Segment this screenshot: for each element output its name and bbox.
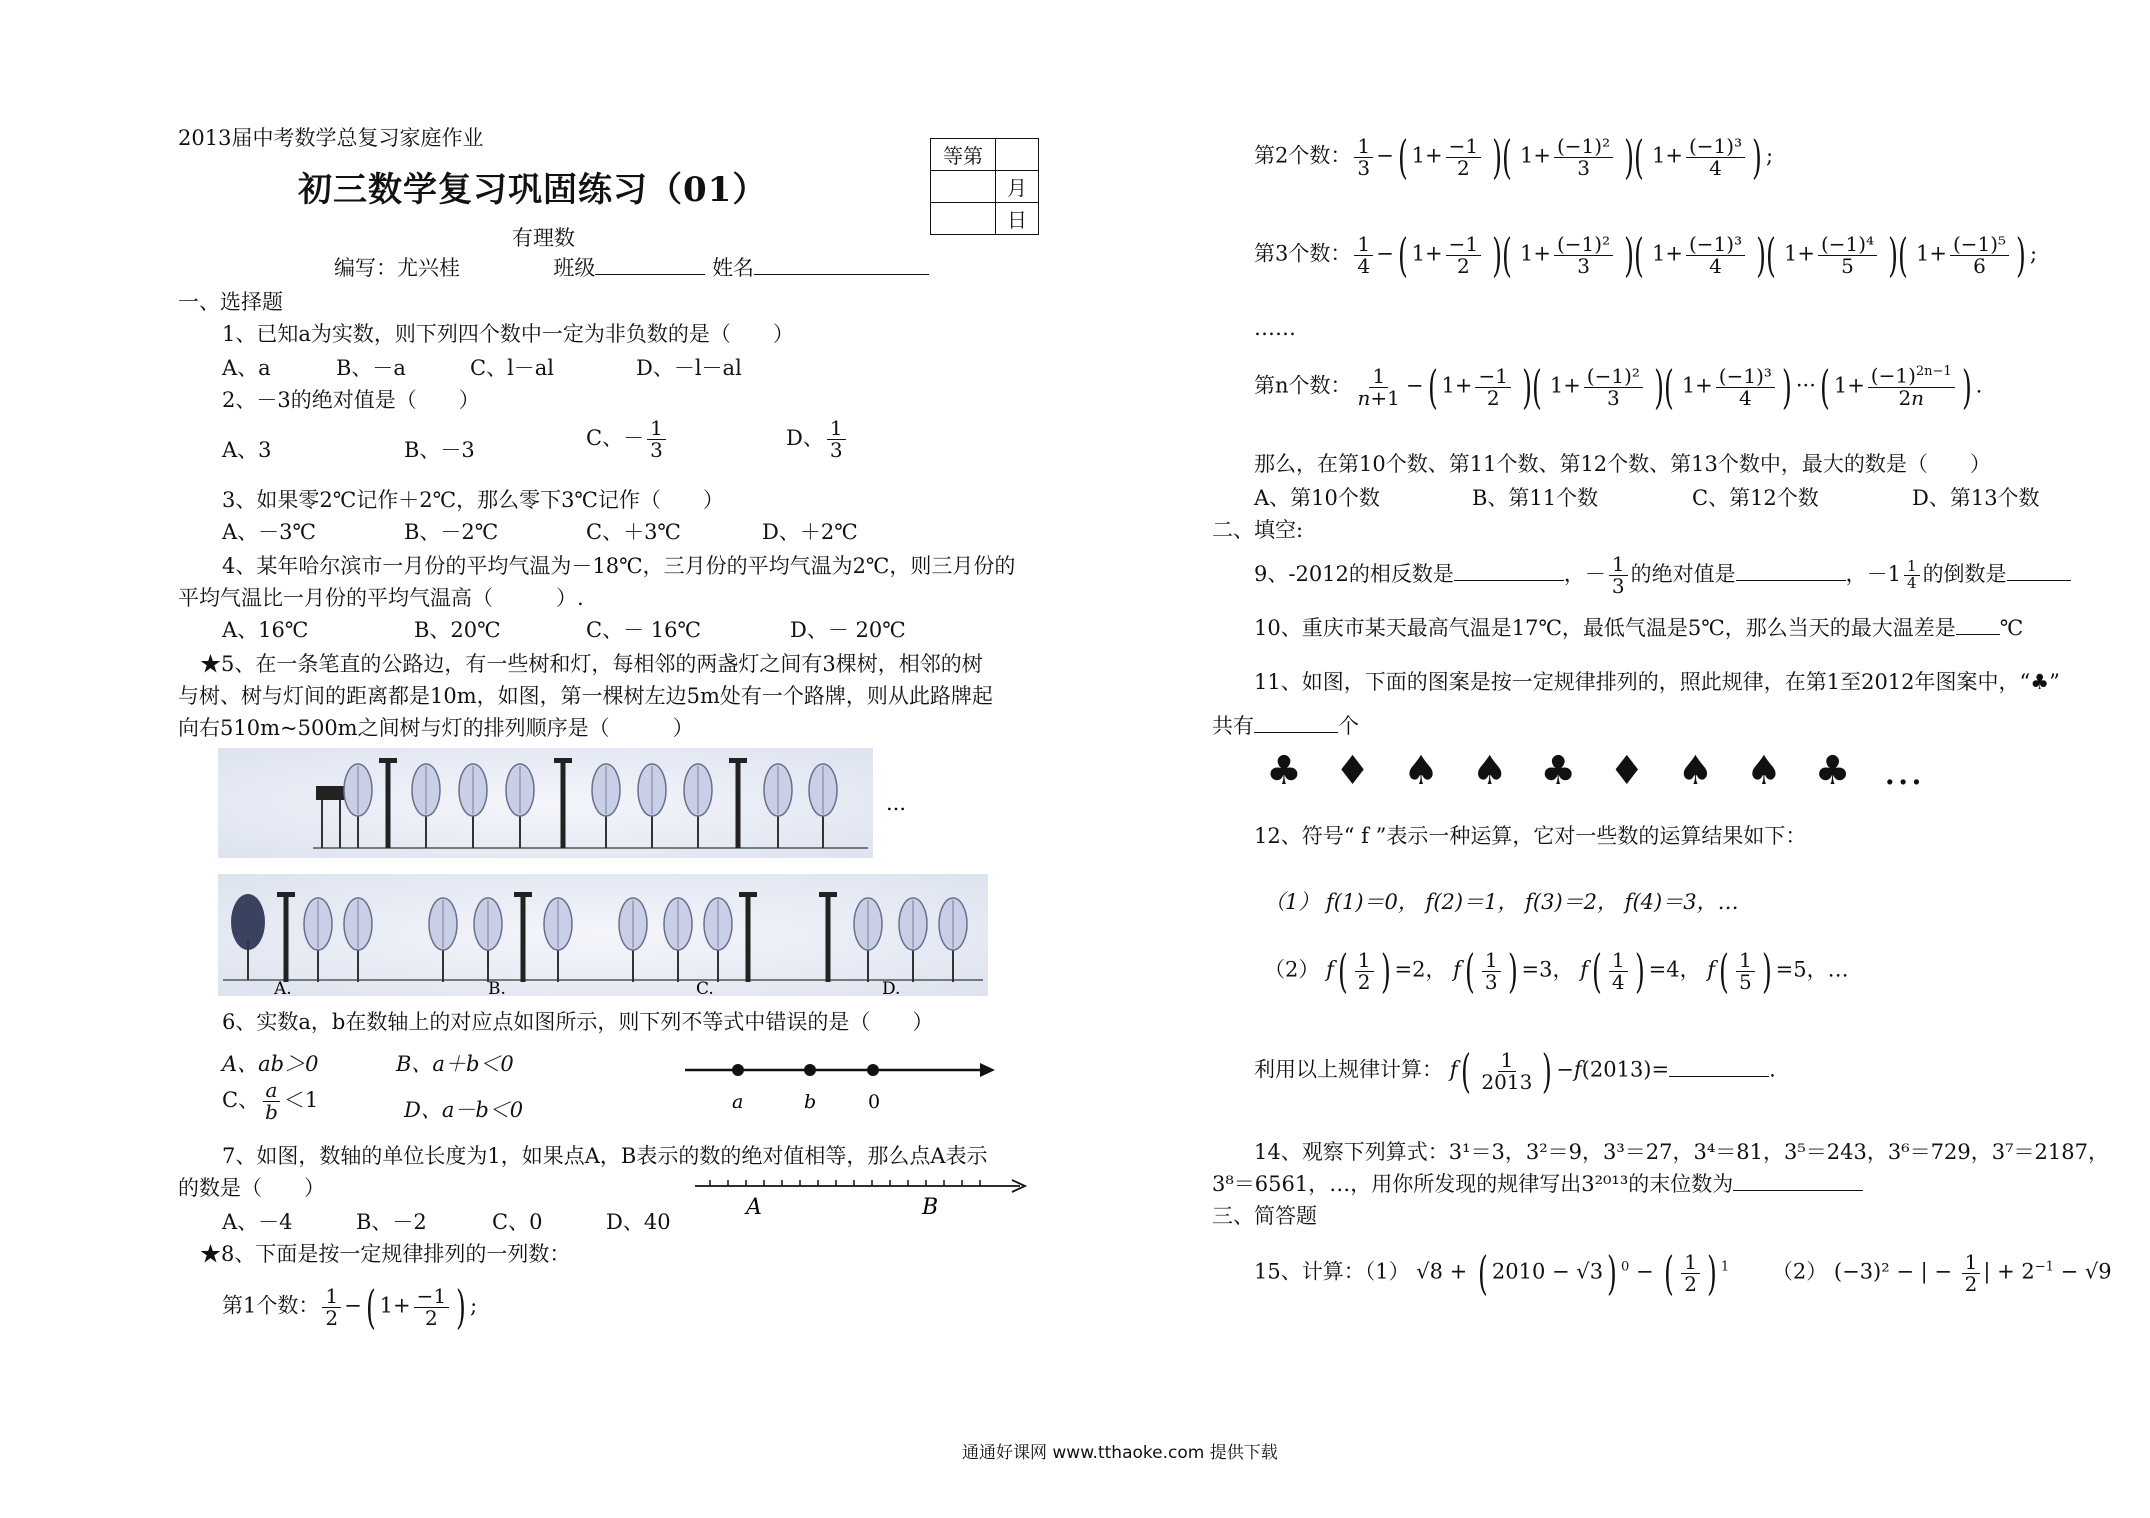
section-fill: 二、填空: (1212, 518, 1304, 542)
day-field[interactable] (931, 203, 996, 235)
q8-option-d: D、第13个数 (1912, 486, 2040, 510)
footer-source: 通通好课网 www.tthaoke.com 提供下载 (962, 1443, 1278, 1463)
q9-blank-1[interactable] (1454, 580, 1564, 581)
q11-suit-pattern: ♣ ♦ ♠ ♠ ♣ ♦ ♠ ♠ ♣ … (1266, 748, 1934, 794)
q2-option-c: C、－ $\frac{1}{3}$ (586, 418, 669, 461)
day-label: 日 (996, 203, 1039, 235)
q3-option-d: D、＋2℃ (762, 520, 858, 544)
point-a (732, 1064, 744, 1076)
q7-stem-line2: 的数是（ ） (178, 1176, 325, 1200)
section-answer: 三、简答题 (1212, 1204, 1317, 1228)
q8-item-n: 第n个数： $\frac{1}{n+1}$ −( 1+ $\frac{-1}{2}$ )( 1+ $\frac{\text{(−1)²}}{3}$ )( 1+ $\frac{\text{(−1)³}}{4}$ ) ···( 1+ $\frac{(-1)^{2n-1}}{2n}$ ) . (1254, 360, 1983, 414)
q12-rule-2: （2） f( $\frac{1}{2}$ ) =2， f( $\frac{1}{3}$ ) =3， f( $\frac{1}{4}$ ) =4， f( $\frac{1}{5}$ ) =5，… (1264, 944, 1849, 998)
name-field[interactable] (754, 274, 929, 275)
q5-tree-lamp-figure (218, 748, 1048, 998)
q5-line2: 与树、树与灯间的距离都是10m，如图，第一棵树左边5m处有一个路牌，则从此路牌起 (178, 684, 993, 708)
q2-option-a: A、3 (222, 438, 272, 462)
figure-label-a: A. (274, 979, 292, 998)
grade-field[interactable] (996, 139, 1039, 171)
q12-stem: 12、符号“ f ”表示一种运算，它对一些数的运算结果如下： (1254, 824, 1807, 848)
q4-option-d: D、－ 20℃ (790, 618, 906, 642)
q2-stem: 2、－3的绝对值是（ ） (222, 388, 480, 412)
q8-question: 那么，在第10个数、第11个数、第12个数、第13个数中，最大的数是（ ） (1254, 452, 1991, 476)
point-b-label: B (922, 1195, 939, 1220)
q14-line1: 14、观察下列算式：3¹＝3，3²＝9，3³＝27，3⁴＝81，3⁵＝243，3⁶＝729，3⁷＝2187， (1254, 1140, 2109, 1164)
q3-option-c: C、＋3℃ (586, 520, 681, 544)
q11-blank[interactable] (1254, 732, 1338, 733)
q1-option-c: C、l－al (470, 356, 555, 380)
author: 编写：尤兴桂 (334, 256, 460, 280)
figure-ellipsis: … (886, 791, 906, 815)
series-label: 2013届中考数学总复习家庭作业 (178, 126, 484, 150)
q1-option-d: D、－l－al (636, 356, 742, 380)
q7-option-b: B、－2 (356, 1210, 427, 1234)
q5-line1: ★5、在一条笔直的公路边，有一些树和灯，每相邻的两盏灯之间有3棵树，相邻的树 (200, 652, 983, 676)
q8-dots: …… (1254, 316, 1296, 340)
name-label: 姓名 (712, 256, 755, 280)
q9-blank-2[interactable] (1736, 580, 1846, 581)
q4-option-c: C、－ 16℃ (586, 618, 701, 642)
q9-blank-3[interactable] (2007, 580, 2071, 581)
point-a-label: A (746, 1195, 762, 1220)
q9: 9、-2012的相反数是 ，－ $\frac{1}{3}$ 的绝对值是 ，－1 $\frac{1}{4}$ 的倒数是 (1254, 554, 2071, 597)
q11-stem: 11、如图，下面的图案是按一定规律排列的，照此规律，在第1至2012年图案中，“♣” (1254, 670, 2060, 694)
figure-label-c: C. (696, 979, 714, 998)
page-title: 初三数学复习巩固练习（01） (298, 170, 768, 210)
q6-stem: 6、实数a，b在数轴上的对应点如图所示，则下列不等式中错误的是（ ） (222, 1010, 934, 1034)
q14-line2: 3⁸＝6561，…，用你所发现的规律写出3²⁰¹³的末位数为 (1212, 1168, 1863, 1198)
q10-blank[interactable] (1956, 634, 2000, 635)
q3-option-a: A、－3℃ (222, 520, 317, 544)
month-field[interactable] (931, 171, 996, 203)
q11-line2: 共有 个 (1212, 714, 1359, 738)
q6-option-c: C、 $\frac{a}{b}$ ＜1 (222, 1078, 319, 1124)
q8-item-1: 第1个数： $\frac{1}{2}$ −( 1+ $\frac{-1}{2}$ ) ; (222, 1280, 478, 1334)
q10: 10、重庆市某天最高气温是17℃，最低气温是5℃，那么当天的最大温差是 ℃ (1254, 616, 2024, 640)
section-choice: 一、选择题 (178, 290, 283, 314)
label-b: b (804, 1091, 817, 1113)
label-zero: 0 (868, 1091, 881, 1113)
q7-option-a: A、－4 (222, 1210, 293, 1234)
q6-option-a: A、ab＞0 (222, 1052, 319, 1076)
q4-stem-line2: 平均气温比一月份的平均气温高（ ）. (178, 586, 584, 610)
q8-item-2: 第2个数： $\frac{1}{3}$ −( 1+ $\frac{-1}{2}$ )( 1+ $\frac{\text{(−1)²}}{3}$ )( 1+ $\frac{\text{(−1)³}}{4}$ ) ; (1254, 130, 1774, 184)
q8-item-3: 第3个数： $\frac{1}{4}$ −( 1+ $\frac{-1}{2}$ )( 1+ $\frac{\text{(−1)²}}{3}$ )( 1+ $\frac{\text{(−1)³}}{4}$ )( 1+ $\frac{\text{(−1)⁴}}{5}$ )( 1+ $\frac{\text{(−1)⁵}}{6}$ ) ; (1254, 228, 2038, 282)
grade-box (930, 138, 1039, 235)
class-label: 班级 (553, 256, 596, 280)
q6-option-d: D、a－b＜0 (404, 1098, 524, 1122)
q12-question: 利用以上规律计算： f( $\frac{1}{2013}$ ) −f(2013)= . (1254, 1044, 1776, 1098)
label-a: a (732, 1091, 744, 1113)
point-b (804, 1064, 816, 1076)
page-subtitle: 有理数 (512, 226, 575, 250)
class-field[interactable] (595, 274, 705, 275)
q2-option-d: D、 $\frac{1}{3}$ (786, 418, 849, 461)
q8-option-b: B、第11个数 (1472, 486, 1599, 510)
q7-stem-line1: 7、如图，数轴的单位长度为1，如果点A，B表示的数的绝对值相等，那么点A表示 (222, 1144, 988, 1168)
point-zero (867, 1064, 879, 1076)
q1-stem: 1、已知a为实数，则下列四个数中一定为非负数的是（ ） (222, 322, 794, 346)
q4-option-a: A、16℃ (222, 618, 309, 642)
author-line (334, 252, 929, 282)
q6-option-b: B、a＋b＜0 (396, 1052, 514, 1076)
q6-number-line (680, 1054, 1000, 1116)
q2-option-b: B、－3 (404, 438, 475, 462)
figure-label-b: B. (488, 979, 506, 998)
q1-option-b: B、－a (336, 356, 406, 380)
q7-option-c: C、0 (492, 1210, 543, 1234)
q8-option-a: A、第10个数 (1254, 486, 1380, 510)
grade-label: 等第 (931, 139, 996, 171)
q8-stem: ★8、下面是按一定规律排列的一列数： (200, 1242, 571, 1266)
month-label: 月 (996, 171, 1039, 203)
q7-number-line (690, 1172, 1035, 1222)
q3-stem: 3、如果零2℃记作＋2℃，那么零下3℃记作（ ） (222, 488, 724, 512)
q12-blank[interactable] (1669, 1076, 1769, 1077)
q3-option-b: B、－2℃ (404, 520, 499, 544)
q15: 15、计算：（1） √8 + ( 2010 − √3) $^0$ − ( $\frac{1}{2}$ ) $^1$ （2） (−3)² − | − $\frac{1}{2}$ | + $2^{-1} - √9$ (1254, 1246, 2112, 1300)
figure-label-d: D. (882, 979, 901, 998)
q5-line3: 向右510m~500m之间树与灯的排列顺序是（ ） (178, 716, 694, 740)
q4-option-b: B、20℃ (414, 618, 501, 642)
q14-blank[interactable] (1733, 1190, 1863, 1191)
q4-stem-line1: 4、某年哈尔滨市一月份的平均气温为－18℃，三月份的平均气温为2℃，则三月份的 (222, 554, 1016, 578)
q8-option-c: C、第12个数 (1692, 486, 1819, 510)
q7-option-d: D、40 (606, 1210, 671, 1234)
q12-rule-1: （1） f(1)＝0， f(2)＝1， f(3)＝2， f(4)＝3，… (1264, 890, 1739, 914)
q1-option-a: A、a (222, 356, 271, 380)
